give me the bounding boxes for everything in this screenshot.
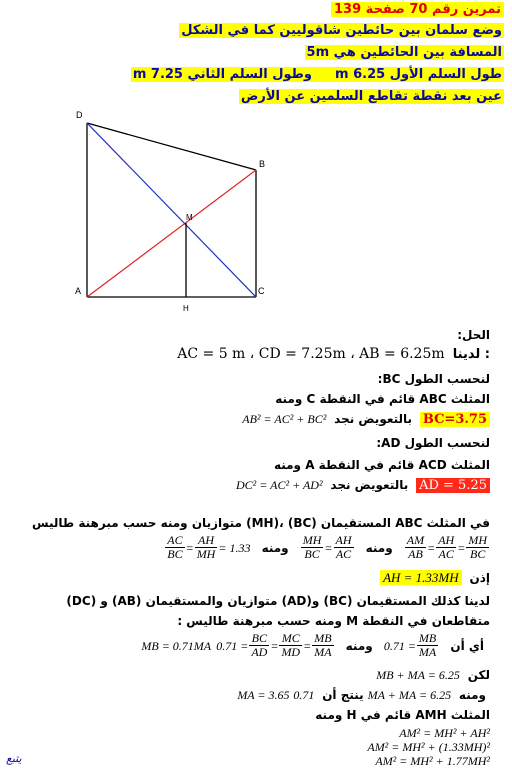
mb-value: MB = 0.71MA: [141, 639, 212, 653]
ladder-1-length: طول السلم الأول 6.25 m: [335, 67, 502, 82]
ad-result: AD = 5.25: [416, 478, 490, 493]
frac-mh-bc-2: $\frac{MH}{BC}$: [468, 533, 487, 561]
frac-ac-bc: $\frac{AC}{BC}$: [167, 533, 183, 561]
geometry-figure: [70, 105, 275, 320]
frac-bc-ad: $\frac{BC}{AD}$: [251, 631, 268, 659]
sum-equation-2: 0.71MA + MA = 6.25: [293, 688, 452, 702]
thales-2-equations: MB = 0.71MA أي أن $\frac{MB}{MA}$ = 0.71 ومنه $\frac{MB}{MA}$ = $\frac{MC}{MD}$ = $\frac{BC}{AD}$ = 0.71: [141, 631, 484, 659]
label-a: A: [75, 286, 82, 296]
ma-value: MA = 3.65: [237, 688, 290, 702]
thales-1-text: في المثلث ABC المستقيمان (BC) ،(MH) متوازيان ومنه حسب مبرهنة طاليس: [32, 516, 490, 530]
bc-subst-label: بالتعويض نجد: [334, 412, 413, 426]
triangle-abc: المثلث ABC قائم في النقطة C ومنه: [275, 392, 490, 406]
frac-mc-md: $\frac{MC}{MD}$: [281, 631, 301, 659]
thales-2-text-1: لدينا كذلك المستقيمان (BC) و(AD) متوازيان والمستقيمان (AB) و (DC): [66, 594, 490, 608]
label-c: C: [258, 286, 265, 296]
bc-result: BC=3.75: [420, 412, 490, 427]
amh-eq-2: AM² = MH² + (1.33MH)²: [367, 740, 490, 754]
frac-mb-ma-2: $\frac{MB}{MA}$: [314, 631, 332, 659]
given-values: AC = 5 m ، CD = 7.25m ، AB = 6.25m: [177, 346, 445, 362]
frac-ah-ac: $\frac{AH}{AC}$: [335, 533, 352, 561]
ladder-ab: [87, 170, 256, 297]
therefore-label: إذن: [469, 571, 490, 585]
frac-ah-ac-2: $\frac{AH}{AC}$: [438, 533, 455, 561]
amh-eq-3: AM² = MH² + 1.77MH²: [375, 754, 490, 768]
solution-heading: الحل:: [457, 328, 490, 342]
bc-formula: AB² = AC² + BC²: [242, 412, 327, 426]
ad-formula: DC² = AC² + AD²: [236, 478, 323, 492]
ma-line: [237, 688, 490, 703]
frac-mb-ma: $\frac{MB}{MA}$: [418, 631, 437, 659]
ladder-2-length: وطول السلم الثاني 7.25 m: [132, 67, 312, 82]
amh-eq-1: AM² = MH² + AH²: [399, 726, 490, 740]
continue-label: يتبع: [6, 752, 22, 765]
thales-2-text-2: متقاطعان في النقطة M ومنه حسب مبرهنة طاليس :: [177, 614, 490, 628]
label-d: D: [76, 110, 83, 120]
ad-subst-label: بالتعويض نجد: [330, 478, 409, 492]
label-b: B: [259, 159, 266, 169]
sum-equation: MB + MA = 6.25: [376, 668, 460, 682]
statement-line-1: وضع سلمان بين حائطين شاقوليين كما في الشكل: [181, 23, 502, 38]
sum-line: [376, 668, 490, 683]
label-m: M: [186, 213, 193, 222]
label-h: H: [183, 304, 189, 313]
frac-am-ab: $\frac{AM}{AB}$: [406, 533, 425, 561]
given-label: لدينا :: [452, 347, 490, 362]
statement-line-2: المسافة بين الحائطين هي 5m: [306, 45, 502, 60]
bc-line: [242, 412, 490, 427]
find-bc: لنحسب الطول BC:: [377, 372, 490, 386]
frac-ah-mh: $\frac{AH}{MH}$: [196, 533, 216, 561]
but-label: لكن: [467, 668, 490, 682]
ladder-dc: [87, 123, 256, 297]
segment-db: [87, 123, 256, 170]
ad-line: [236, 478, 490, 493]
find-ad: لنحسب الطول AD:: [376, 436, 490, 450]
ah-result: AH = 1.33MH: [380, 570, 462, 585]
triangle-acd: المثلث ACD قائم في النقطة A ومنه: [273, 458, 490, 472]
statement-line-3: [131, 67, 504, 82]
given-line: [177, 346, 490, 362]
ah-line: [380, 570, 490, 586]
triangle-amh: المثلث AMH قائم في H ومنه: [315, 708, 490, 722]
and-label: ومنه: [458, 688, 486, 702]
exercise-title: تمرين رقم 70 صفحة 139: [331, 2, 504, 17]
yields-label: ينتج أن: [322, 688, 364, 702]
statement-line-4: عين بعد نقطة تقاطع السلمين عن الأرض: [240, 89, 502, 104]
frac-mh-bc: $\frac{MH}{BC}$: [302, 533, 322, 561]
thales-1-equations: $\frac{AC}{BC}$ = $\frac{AH}{MH}$ = 1.33 ومنه $\frac{AH}{AC}$ = $\frac{MH}{BC}$ ومنه $\frac{AM}{AB}$ = $\frac{AH}{AC}$ = $\frac{MH}{BC}$: [167, 533, 487, 561]
